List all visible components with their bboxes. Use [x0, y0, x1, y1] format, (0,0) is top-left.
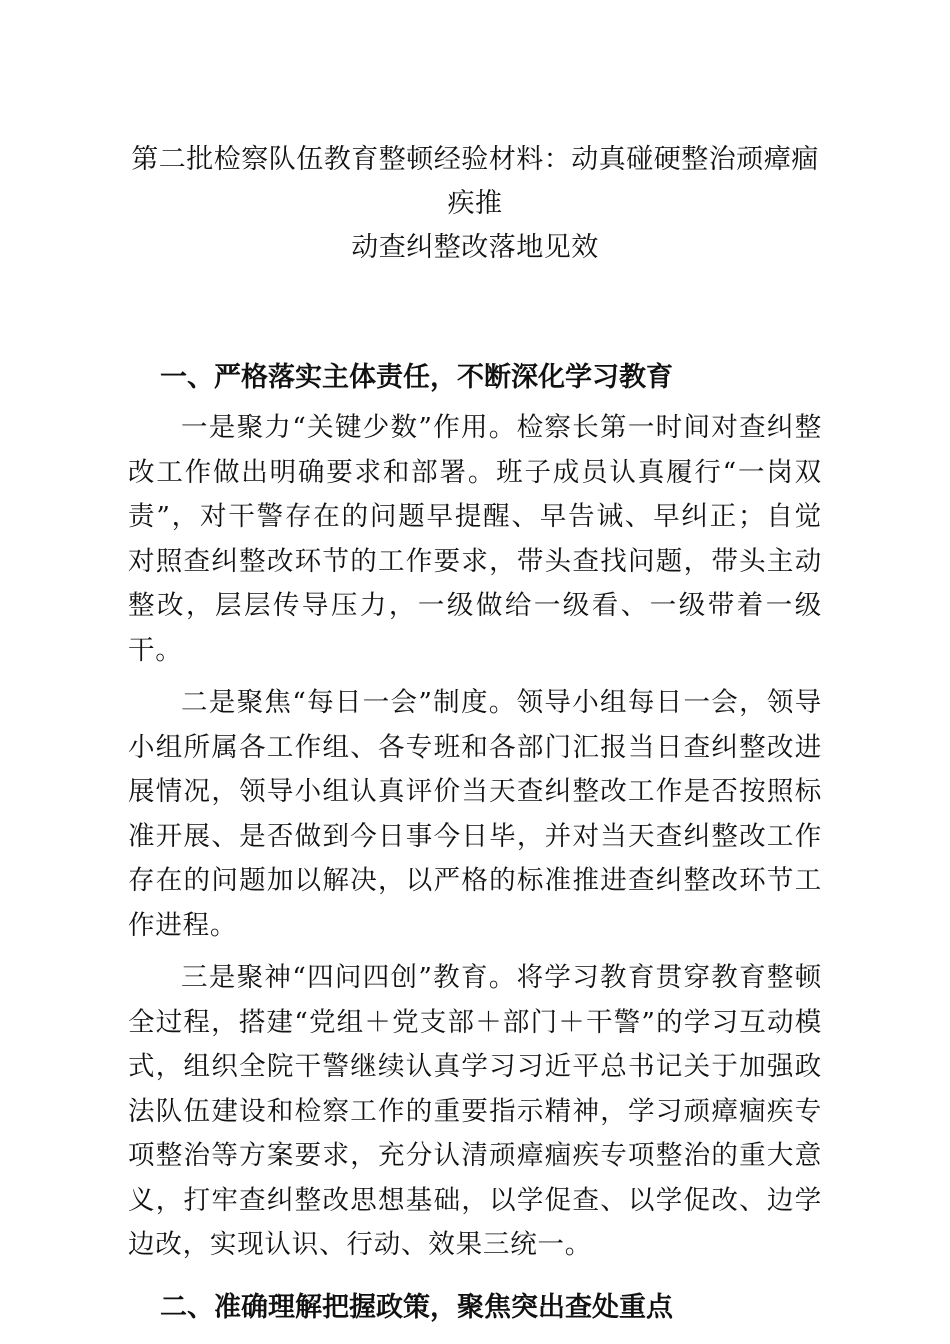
paragraph-1-lead: 一是聚力“关键少数”作用。: [181, 412, 517, 443]
paragraph-3: [128, 956, 822, 1268]
paragraph-2-lead: 二是聚焦“每日一会”制度。: [181, 687, 517, 718]
document-title: [128, 138, 822, 270]
paragraph-2-body: 领导小组每日一会，领导小组所属各工作组、各专班和各部门汇报当日查纠整改进展情况，领导小组认真评价当天查纠整改工作是否按照标准开展、是否做到今日事今日毕，并对当天查纠整改工作存在的问题加以解决，以严格的标准推进查纠整改环节工作进程。: [128, 687, 822, 941]
document-title-line-1: 第二批检察队伍教育整顿经验材料：动真碰硬整治顽瘴痼疾推: [131, 144, 819, 219]
document-page: [128, 138, 822, 1330]
paragraph-1: [128, 406, 822, 673]
paragraph-2: [128, 681, 822, 948]
paragraph-3-lead: 三是聚神“四问四创”教育。: [181, 962, 517, 993]
document-title-line-2: 动查纠整改落地见效: [351, 232, 599, 263]
paragraph-1-body: 检察长第一时间对查纠整改工作做出明确要求和部署。班子成员认真履行“一岗双责”，对干警存在的问题早提醒、早告诫、早纠正；自觉对照查纠整改环节的工作要求，带头查找问题，带头主动整改，层层传导压力，一级做给一级看、一级带着一级干。: [128, 412, 822, 666]
section-2-heading: 二、准确理解把握政策，聚焦突出查处重点: [160, 1291, 673, 1323]
paragraph-3-body: 将学习教育贯穿教育整顿全过程，搭建“党组＋党支部＋部门＋干警”的学习互动模式，组织全院干警继续认真学习习近平总书记关于加强政法队伍建设和检察工作的重要指示精神，学习顽瘴痼疾专项整治等方案要求，充分认清顽瘴痼疾专项整治的重大意义，打牢查纠整改思想基础，以学促查、以学促改、边学边改，实现认识、行动、效果三统一。: [128, 962, 822, 1260]
section-1-heading: 一、严格落实主体责任，不断深化学习教育: [160, 362, 673, 393]
